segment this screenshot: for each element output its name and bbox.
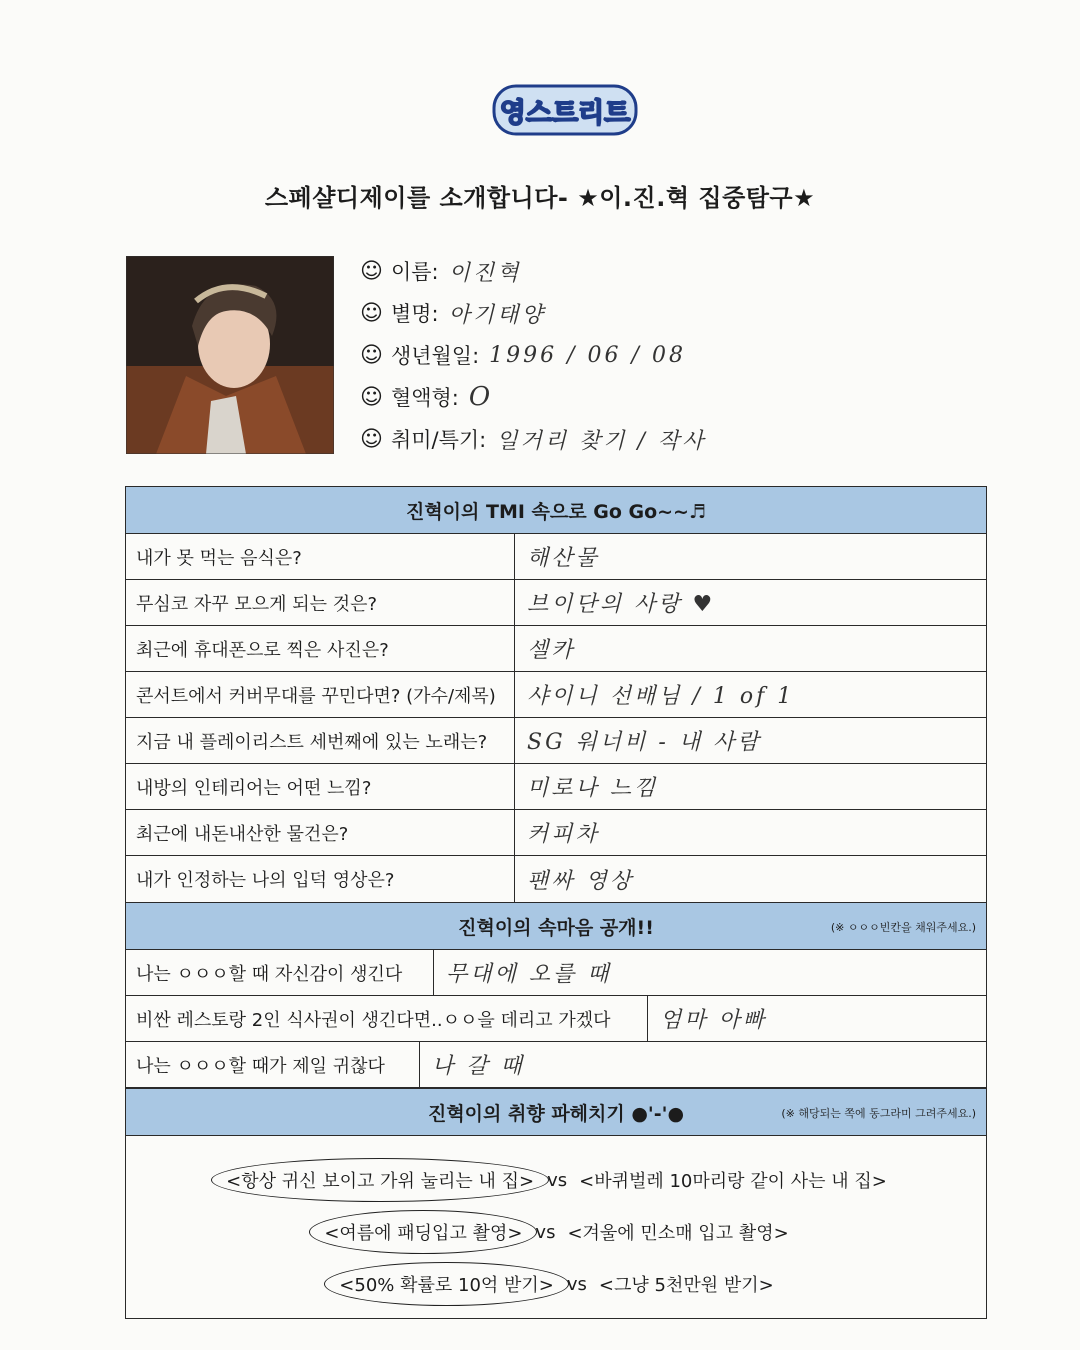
answer: SG 워너비 - 내 사람 <box>527 730 762 755</box>
table-row <box>126 534 986 580</box>
question: 내가 인정하는 나의 입덕 영상은? <box>126 856 515 902</box>
nickname-value: 아기태양 <box>448 302 546 328</box>
question: 콘서트에서 커버무대를 꾸민다면? (가수/제목) <box>126 672 515 717</box>
answer: 셀카 <box>527 638 576 663</box>
answer: 샤이니 선배님 / 1 of 1 <box>527 684 795 709</box>
answer: 해산물 <box>527 546 600 571</box>
smiley-icon: ☺ <box>360 384 383 410</box>
young-street-logo <box>490 80 640 140</box>
table-row <box>126 718 986 764</box>
name-value: 이진혁 <box>448 260 522 286</box>
answer: 무대에 오를 때 <box>446 962 612 987</box>
answer: 나 갈 때 <box>432 1054 525 1079</box>
vs-label: vs <box>535 1221 556 1243</box>
heart-header-title: 진혁이의 속마음 공개!! <box>458 916 654 939</box>
answer: 엄마 아빠 <box>660 1008 768 1033</box>
choice-left-selected: <50% 확률로 10억 받기> <box>324 1262 569 1306</box>
table-row <box>126 856 986 902</box>
choice-row <box>126 1258 986 1310</box>
smiley-icon: ☺ <box>360 300 383 326</box>
table-row <box>126 672 986 718</box>
taste-header <box>126 1088 986 1136</box>
question: 내방의 인테리어는 어떤 느낌? <box>126 764 515 809</box>
tmi-rows <box>126 534 986 902</box>
page-title: 스페샬디제이를 소개합니다- ★이.진.혁 집중탐구★ <box>264 184 816 212</box>
question: 나는 ㅇㅇㅇ할 때가 제일 귀찮다 <box>126 1042 420 1087</box>
hobby-value: 일거리 찾기 / 작사 <box>496 428 707 454</box>
table-row <box>126 950 986 996</box>
smiley-icon: ☺ <box>360 342 383 368</box>
table-row <box>126 764 986 810</box>
question: 지금 내 플레이리스트 세번째에 있는 노래는? <box>126 718 515 763</box>
choice-right: <바퀴벌레 10마리랑 같이 사는 내 집> <box>579 1171 887 1192</box>
question: 나는 ㅇㅇㅇ할 때 자신감이 생긴다 <box>126 950 434 995</box>
smiley-icon: ☺ <box>360 426 383 452</box>
choice-left-selected: <항상 귀신 보이고 가위 눌리는 내 집> <box>211 1158 549 1202</box>
vs-label: vs <box>547 1169 568 1191</box>
heart-note: (※ ㅇㅇㅇ빈칸을 채워주세요.) <box>830 921 976 934</box>
name-label: 이름: <box>390 260 439 284</box>
profile-photo <box>126 256 334 454</box>
answer: 팬싸 영상 <box>527 868 635 894</box>
answer: 미로나 느낌 <box>527 776 659 801</box>
table-row <box>126 626 986 672</box>
choice-row <box>126 1154 986 1206</box>
answer: 브이단의 사랑 ♥ <box>527 592 716 617</box>
taste-choices <box>126 1136 986 1318</box>
birth-label: 생년월일: <box>390 344 480 368</box>
table-row <box>126 580 986 626</box>
table-row <box>126 810 986 856</box>
choice-right: <그냥 5천만원 받기> <box>598 1275 774 1296</box>
taste-note: (※ 해당되는 쪽에 동그라미 그려주세요.) <box>781 1107 976 1120</box>
profile-info <box>360 250 960 460</box>
question: 내가 못 먹는 음식은? <box>126 534 515 579</box>
question: 무심코 자꾸 모으게 되는 것은? <box>126 580 515 625</box>
tmi-table <box>125 486 987 1319</box>
profile-name-row <box>360 250 960 292</box>
table-row <box>126 996 986 1042</box>
question: 최근에 휴대폰으로 찍은 사진은? <box>126 626 515 671</box>
question: 비싼 레스토랑 2인 식사권이 생긴다면..ㅇㅇ을 데리고 가겠다 <box>126 996 648 1041</box>
blood-value: O <box>468 382 494 412</box>
choice-left-selected: <여름에 패딩입고 촬영> <box>309 1210 537 1254</box>
vs-label: vs <box>566 1273 587 1295</box>
heart-header <box>126 902 986 950</box>
table-row <box>126 1042 986 1088</box>
profile-birth-row <box>360 334 960 376</box>
blood-label: 혈액형: <box>390 386 459 410</box>
answer: 커피차 <box>527 822 600 847</box>
choice-right: <겨울에 민소매 입고 촬영> <box>567 1223 789 1244</box>
profile-hobby-row <box>360 418 960 460</box>
tmi-header: 진혁이의 TMI 속으로 Go Go~~♬ <box>126 487 986 534</box>
profile-nickname-row <box>360 292 960 334</box>
taste-header-title: 진혁이의 취향 파헤치기 ●'-'● <box>427 1102 685 1125</box>
smiley-icon: ☺ <box>360 258 383 284</box>
birth-value: 1996 / 06 / 08 <box>489 342 686 368</box>
profile-blood-row <box>360 376 960 418</box>
logo-text: 영스트리트 <box>499 98 631 129</box>
nickname-label: 별명: <box>390 302 439 326</box>
choice-row <box>126 1206 986 1258</box>
hobby-label: 취미/특기: <box>390 428 487 452</box>
question: 최근에 내돈내산한 물건은? <box>126 810 515 855</box>
